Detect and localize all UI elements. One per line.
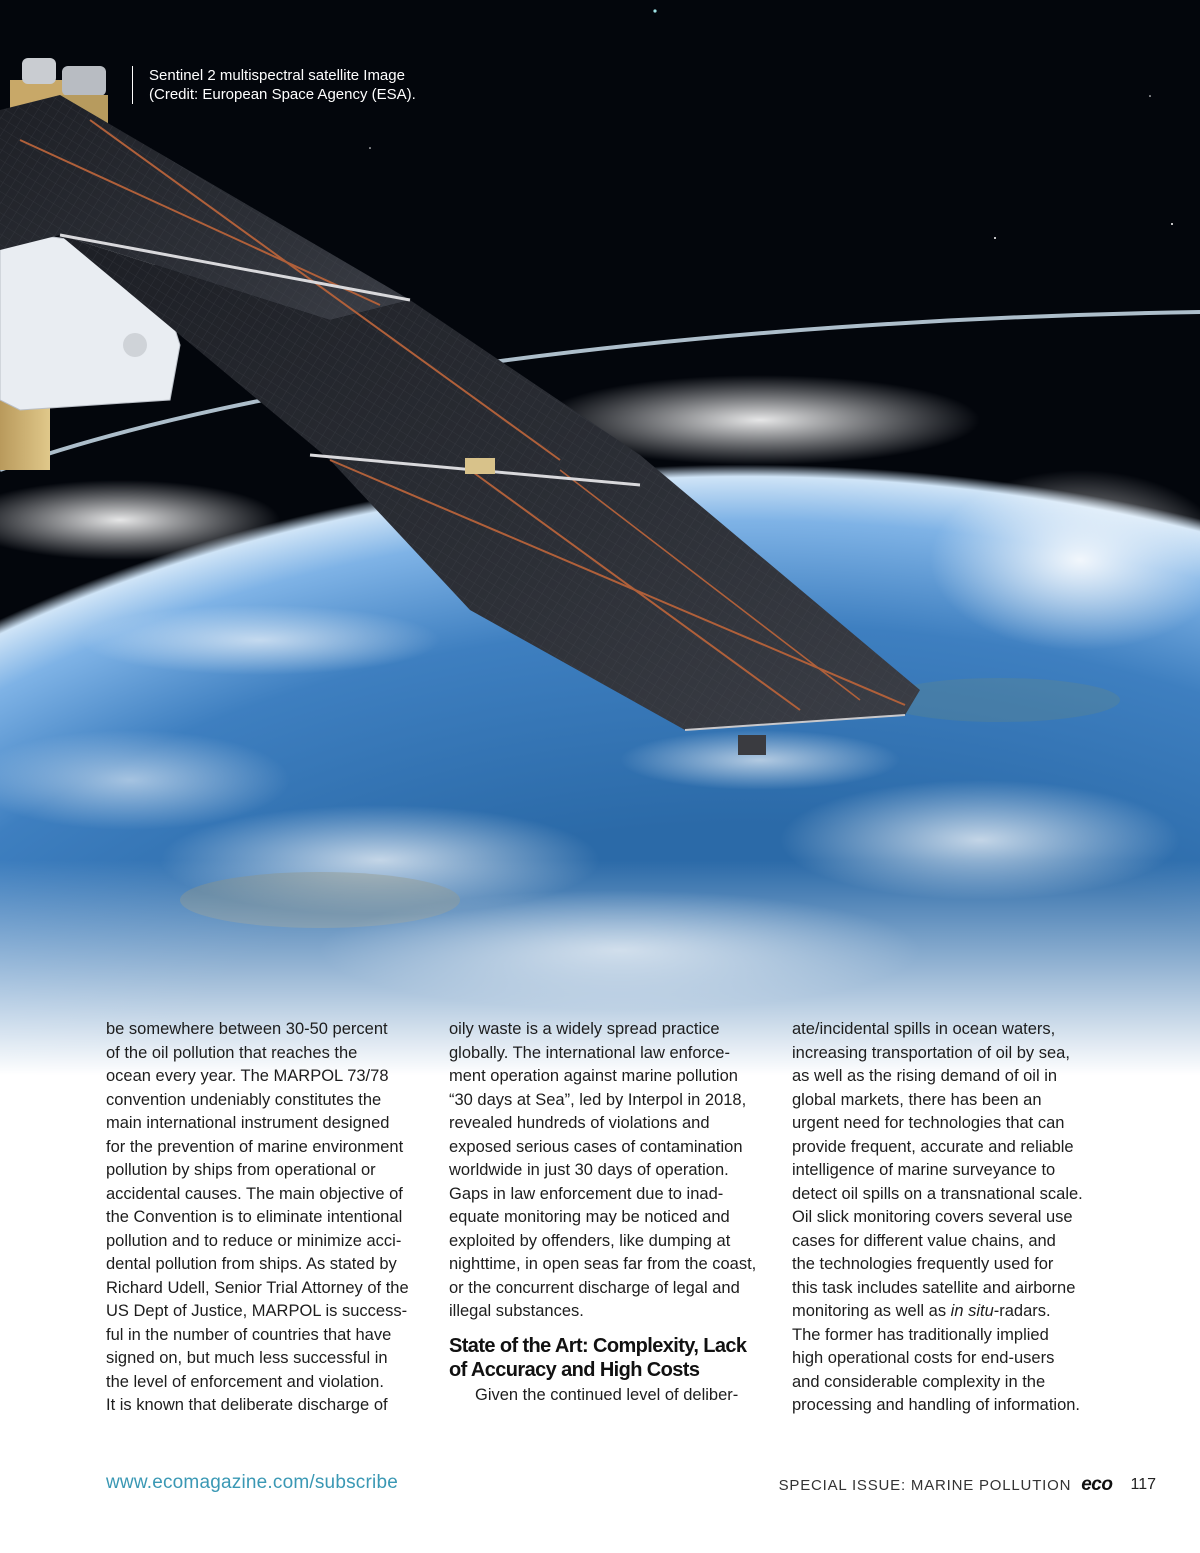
text-line: of the oil pollution that reaches the: [106, 1043, 358, 1062]
issue-label: SPECIAL ISSUE: MARINE POLLUTION: [778, 1476, 1072, 1494]
text-line: The former has traditionally implied: [792, 1325, 1049, 1344]
text-line: nighttime, in open seas far from the coast,: [449, 1255, 757, 1273]
text-line: this task includes satellite and airborne: [792, 1278, 1076, 1297]
text-line: Richard Udell, Senior Trial Attorney of the: [106, 1278, 409, 1297]
text-line: main international instrument designed: [106, 1114, 390, 1132]
heading-line: State of the Art: Complexity, Lack: [449, 1334, 747, 1357]
text-line: urgent need for technologies that can: [792, 1114, 1065, 1132]
eco-logo: eco: [1081, 1474, 1113, 1495]
text-line: the Convention is to eliminate intentional: [106, 1208, 403, 1226]
heading-line: of Accuracy and High Costs: [449, 1358, 700, 1381]
article-column-1: [106, 1018, 428, 1418]
text-line: illegal substances.: [449, 1302, 584, 1320]
text-line: exposed serious cases of contamination: [449, 1137, 743, 1156]
text-line: increasing transportation of oil by sea,: [792, 1043, 1070, 1062]
text-line: US Dept of Justice, MARPOL is success-: [106, 1302, 408, 1320]
text-line: Oil slick monitoring covers several use: [792, 1208, 1073, 1226]
italic-term: in situ: [950, 1302, 994, 1320]
text-line: ate/incidental spills in ocean waters,: [792, 1020, 1056, 1038]
text-line-italic: [792, 1300, 1114, 1324]
text-line: pollution and to reduce or minimize acci-: [106, 1231, 402, 1250]
text-line: provide frequent, accurate and reliable: [792, 1137, 1074, 1156]
section-heading: [449, 1334, 771, 1382]
text-line: exploited by offenders, like dumping at: [449, 1231, 731, 1250]
text-line: convention undeniably constitutes the: [106, 1090, 382, 1109]
text-line: for the prevention of marine environment: [106, 1137, 404, 1156]
text-line: worldwide in just 30 days of operation.: [449, 1161, 729, 1179]
article-column-3: [792, 1018, 1114, 1418]
text-line: the level of enforcement and violation.: [106, 1372, 384, 1391]
page-footer: [779, 1474, 1156, 1496]
text-line: oily waste is a widely spread practice: [449, 1020, 720, 1038]
text-line: Given the continued level of deliber-: [475, 1385, 739, 1404]
text-line: the technologies frequently used for: [792, 1255, 1054, 1273]
text-line: ful in the number of countries that have: [106, 1325, 392, 1344]
text-line: high operational costs for end-users: [792, 1349, 1055, 1367]
text-line: revealed hundreds of violations and: [449, 1114, 710, 1132]
text-line: and considerable complexity in the: [792, 1372, 1046, 1391]
text-line: signed on, but much less successful in: [106, 1349, 388, 1367]
text-line: detect oil spills on a transnational scale.: [792, 1184, 1083, 1203]
text-line: “30 days at Sea”, led by Interpol in 2018,: [449, 1090, 747, 1109]
text-line: equate monitoring may be noticed and: [449, 1208, 730, 1226]
caption-line-2: (Credit: European Space Agency (ESA).: [149, 86, 416, 103]
text-line: ocean every year. The MARPOL 73/78: [106, 1067, 389, 1085]
text-line: or the concurrent discharge of legal and: [449, 1278, 740, 1297]
text-line: It is known that deliberate discharge of: [106, 1396, 388, 1414]
text-span: -radars.: [993, 1302, 1051, 1320]
article-column-2: [449, 1018, 771, 1407]
text-line: global markets, there has been an: [792, 1090, 1042, 1109]
subscribe-link[interactable]: www.ecomagazine.com/subscribe: [106, 1472, 398, 1493]
text-line: dental pollution from ships. As stated by: [106, 1255, 397, 1273]
caption-line-1: Sentinel 2 multispectral satellite Image: [149, 67, 405, 84]
text-line: intelligence of marine surveyance to: [792, 1161, 1056, 1179]
text-line: Gaps in law enforcement due to inad-: [449, 1184, 724, 1203]
text-line: be somewhere between 30-50 percent: [106, 1020, 388, 1038]
text-line: ment operation against marine pollution: [449, 1067, 738, 1085]
text-line: accidental causes. The main objective of: [106, 1184, 403, 1203]
text-line: globally. The international law enforce-: [449, 1043, 730, 1062]
text-span: monitoring as well as: [792, 1302, 951, 1320]
image-caption: [132, 66, 416, 104]
text-line: pollution by ships from operational or: [106, 1161, 376, 1179]
text-line: cases for different value chains, and: [792, 1231, 1056, 1250]
text-line: as well as the rising demand of oil in: [792, 1067, 1058, 1085]
page-number: 117: [1130, 1476, 1156, 1493]
text-line: processing and handling of information.: [792, 1396, 1081, 1414]
